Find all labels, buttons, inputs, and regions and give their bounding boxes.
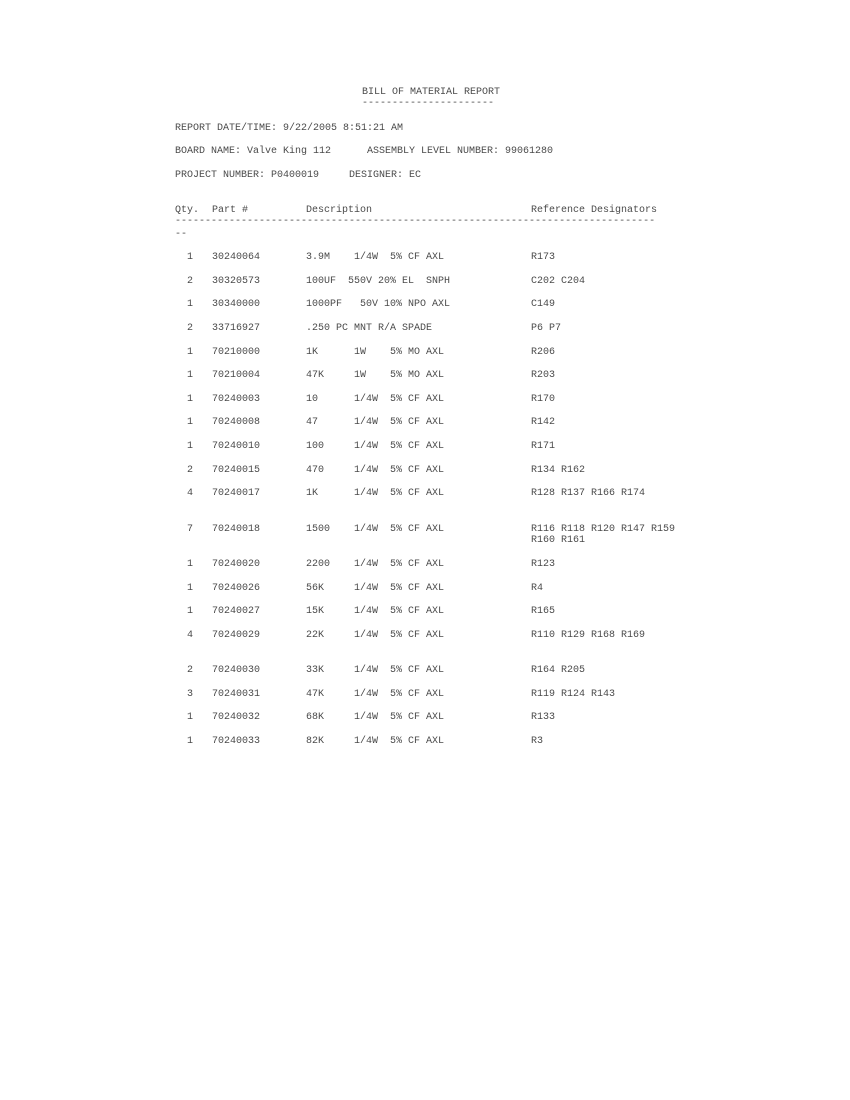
description-cell: 1500 1/4W 5% CF AXL [306, 524, 445, 535]
qty-cell: 1 [186, 299, 193, 310]
qty-cell: 1 [186, 347, 193, 358]
part-number-cell: 70240015 [212, 465, 261, 476]
part-number-cell: 70240008 [212, 417, 261, 428]
description-cell: 470 1/4W 5% CF AXL [306, 465, 445, 476]
part-number-cell: 30320573 [212, 276, 261, 287]
report-title: BILL OF MATERIAL REPORT [362, 87, 501, 98]
description-cell: 1K 1W 5% MO AXL [306, 347, 445, 358]
reference-designators-cell: R170 [531, 394, 556, 405]
reference-designators-cell: R119 R124 R143 [531, 689, 616, 700]
description-cell: 82K 1/4W 5% CF AXL [306, 736, 445, 747]
table-row [0, 488, 850, 512]
part-number-cell: 70240026 [212, 583, 261, 594]
qty-cell: 1 [186, 736, 193, 747]
table-row [0, 583, 850, 607]
qty-cell: 2 [186, 465, 193, 476]
title-underline: ---------------------- [362, 98, 495, 109]
project-info: PROJECT NUMBER: P0400019 DESIGNER: EC [175, 170, 422, 181]
qty-cell: 2 [186, 276, 193, 287]
description-cell: 56K 1/4W 5% CF AXL [306, 583, 445, 594]
qty-cell: 1 [186, 559, 193, 570]
part-number-cell: 70240018 [212, 524, 261, 535]
table-row [0, 323, 850, 347]
qty-cell: 1 [186, 417, 193, 428]
qty-cell: 4 [186, 488, 193, 499]
table-row [0, 559, 850, 583]
qty-cell: 3 [186, 689, 193, 700]
reference-designators-cell: R4 [531, 583, 544, 594]
reference-designators-cell: R116 R118 R120 R147 R159 R160 R161 [531, 524, 676, 546]
table-row [0, 441, 850, 465]
table-row [0, 712, 850, 736]
part-number-cell: 30240064 [212, 252, 261, 263]
description-cell: 47K 1/4W 5% CF AXL [306, 689, 445, 700]
reference-designators-cell: C149 [531, 299, 556, 310]
table-row [0, 347, 850, 371]
table-row [0, 606, 850, 630]
part-number-cell: 70240003 [212, 394, 261, 405]
reference-designators-cell: R165 [531, 606, 556, 617]
reference-designators-cell: R110 R129 R168 R169 [531, 630, 646, 641]
header-refs: Reference Designators [531, 205, 658, 216]
part-number-cell: 70240010 [212, 441, 261, 452]
qty-cell: 1 [186, 441, 193, 452]
part-number-cell: 70240029 [212, 630, 261, 641]
description-cell: 33K 1/4W 5% CF AXL [306, 665, 445, 676]
description-cell: 47K 1W 5% MO AXL [306, 370, 445, 381]
table-row [0, 252, 850, 276]
header-description: Description [306, 205, 373, 216]
qty-cell: 2 [186, 323, 193, 334]
part-number-cell: 70240031 [212, 689, 261, 700]
description-cell: 68K 1/4W 5% CF AXL [306, 712, 445, 723]
part-number-cell: 70240020 [212, 559, 261, 570]
header-rule: -------------------------------------------------------------------------------- [175, 216, 656, 227]
description-cell: 3.9M 1/4W 5% CF AXL [306, 252, 445, 263]
part-number-cell: 70240032 [212, 712, 261, 723]
description-cell: 100 1/4W 5% CF AXL [306, 441, 445, 452]
part-number-cell: 70210000 [212, 347, 261, 358]
table-row [0, 524, 850, 548]
board-info: BOARD NAME: Valve King 112 ASSEMBLY LEVEL NUMBER: 99061280 [175, 146, 554, 157]
reference-designators-cell: R142 [531, 417, 556, 428]
reference-designators-cell: R173 [531, 252, 556, 263]
reference-designators-cell: R206 [531, 347, 556, 358]
reference-designators-cell: R133 [531, 712, 556, 723]
table-row [0, 299, 850, 323]
reference-designators-cell: R164 R205 [531, 665, 586, 676]
reference-designators-cell: R123 [531, 559, 556, 570]
table-row [0, 276, 850, 300]
qty-cell: 7 [186, 524, 193, 535]
table-row [0, 417, 850, 441]
description-cell: 1000PF 50V 10% NPO AXL [306, 299, 451, 310]
table-row [0, 665, 850, 689]
description-cell: 22K 1/4W 5% CF AXL [306, 630, 445, 641]
description-cell: .250 PC MNT R/A SPADE [306, 323, 433, 334]
part-number-cell: 70210004 [212, 370, 261, 381]
part-number-cell: 30340000 [212, 299, 261, 310]
description-cell: 15K 1/4W 5% CF AXL [306, 606, 445, 617]
reference-designators-cell: R203 [531, 370, 556, 381]
table-row [0, 370, 850, 394]
qty-cell: 1 [186, 394, 193, 405]
report-date: REPORT DATE/TIME: 9/22/2005 8:51:21 AM [175, 123, 404, 134]
qty-cell: 1 [186, 370, 193, 381]
qty-cell: 4 [186, 630, 193, 641]
header-part: Part # [212, 205, 249, 216]
part-number-cell: 70240017 [212, 488, 261, 499]
table-row [0, 465, 850, 489]
header-rule-tail: -- [175, 229, 188, 240]
reference-designators-cell: R128 R137 R166 R174 [531, 488, 646, 499]
description-cell: 1K 1/4W 5% CF AXL [306, 488, 445, 499]
reference-designators-cell: P6 P7 [531, 323, 562, 334]
table-row [0, 689, 850, 713]
header-qty: Qty. [175, 205, 200, 216]
qty-cell: 1 [186, 252, 193, 263]
reference-designators-cell: R3 [531, 736, 544, 747]
description-cell: 10 1/4W 5% CF AXL [306, 394, 445, 405]
table-row [0, 736, 850, 760]
description-cell: 2200 1/4W 5% CF AXL [306, 559, 445, 570]
part-number-cell: 70240033 [212, 736, 261, 747]
table-row [0, 394, 850, 418]
qty-cell: 1 [186, 583, 193, 594]
part-number-cell: 33716927 [212, 323, 261, 334]
reference-designators-cell: C202 C204 [531, 276, 586, 287]
qty-cell: 1 [186, 712, 193, 723]
qty-cell: 1 [186, 606, 193, 617]
qty-cell: 2 [186, 665, 193, 676]
description-cell: 100UF 550V 20% EL SNPH [306, 276, 451, 287]
table-row [0, 630, 850, 654]
reference-designators-cell: R171 [531, 441, 556, 452]
reference-designators-cell: R134 R162 [531, 465, 586, 476]
part-number-cell: 70240030 [212, 665, 261, 676]
part-number-cell: 70240027 [212, 606, 261, 617]
description-cell: 47 1/4W 5% CF AXL [306, 417, 445, 428]
